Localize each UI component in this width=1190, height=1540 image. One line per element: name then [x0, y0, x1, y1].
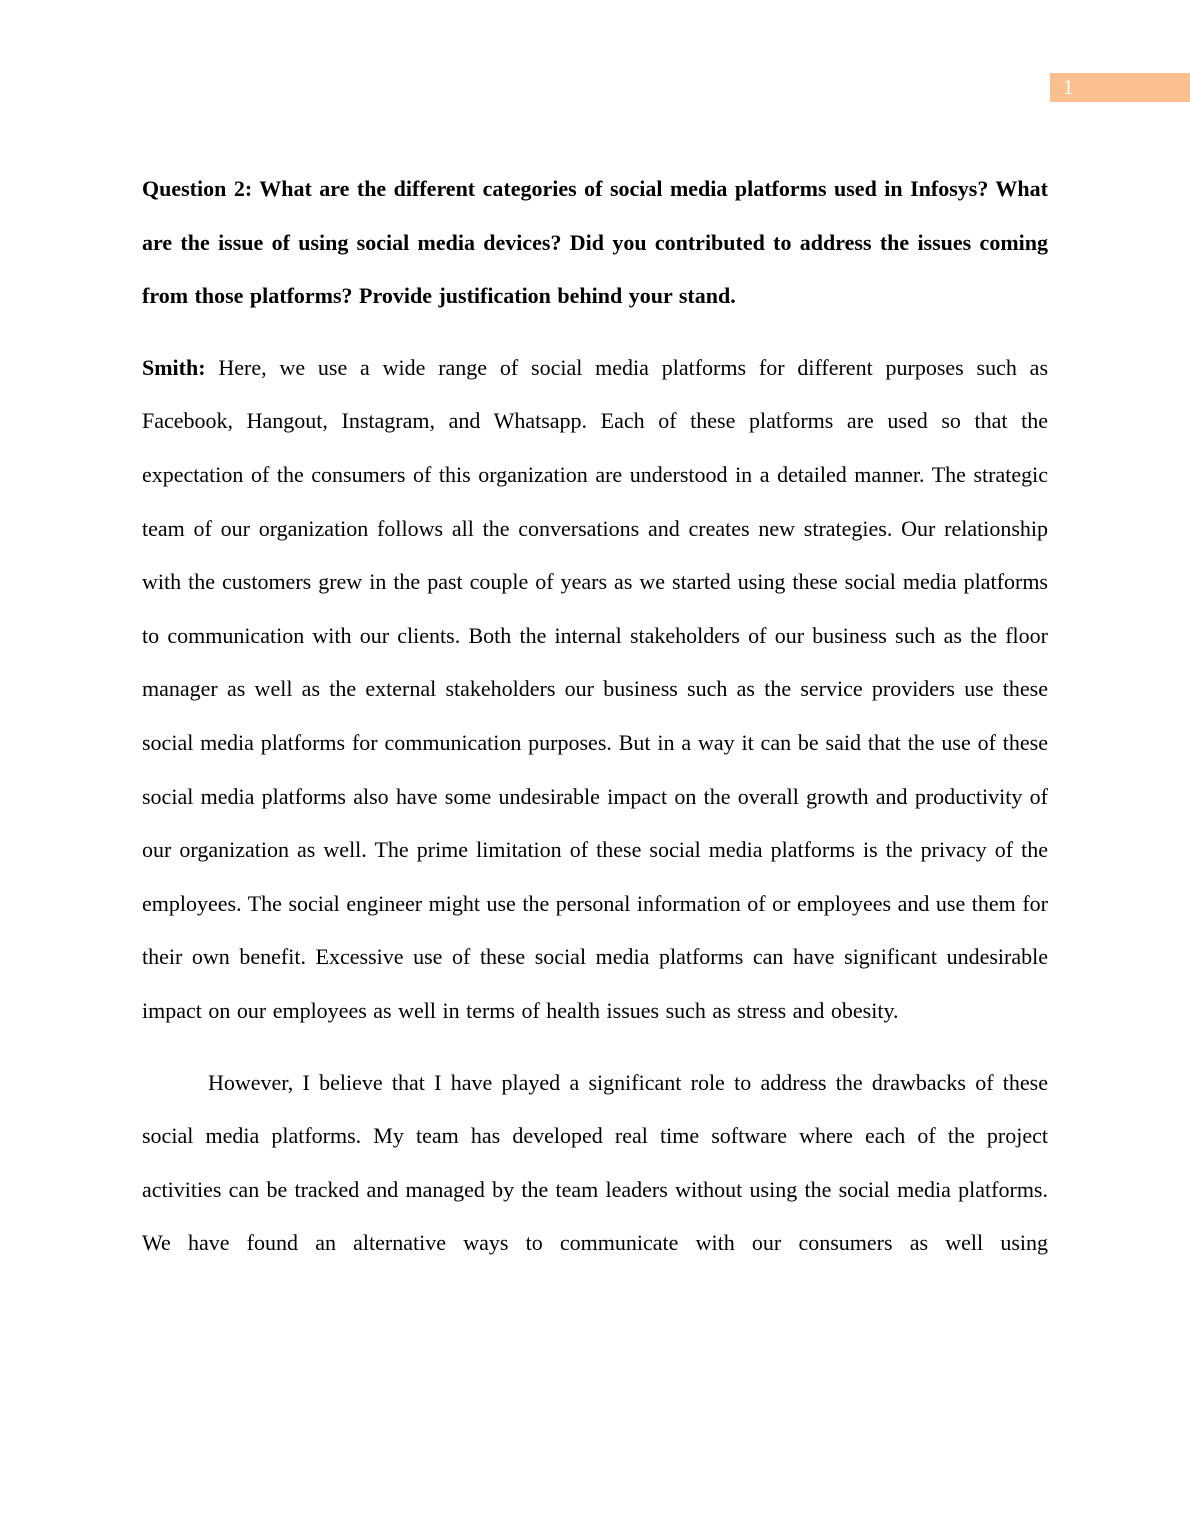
answer-paragraph-2: However, I believe that I have played a significant role to address the drawbacks of these social media platforms. My team has developed real time software where each of the project activities can be tracked and managed by the team leaders without using the social media platforms. We have found an alternative ways to communicate with our consumers as well using [142, 1069, 1048, 1256]
document-content [142, 162, 1048, 1288]
question-heading: Question 2: What are the different categories of social media platforms used in Infosys? What are the issue of using social media devices? Did you contributed to address the issues coming from those platforms? Provide justification behind your stand. [142, 176, 1048, 309]
page-number: 1 [1063, 75, 1074, 99]
page-number-badge [1050, 73, 1190, 102]
speaker-name: Smith: [142, 354, 206, 380]
answer-paragraph-1-text: Here, we use a wide range of social media platforms for different purposes such as Facebook, Hangout, Instagram, and Whatsapp. Each of these platforms are used so that the expectation of the consumers of this organization are understood in a detailed manner. The strategic team of our organization follows all the conversations and creates new strategies. Our relationship with the customers grew in the past couple of years as we started using these social media platforms to communication with our clients. Both the internal stakeholders of our business such as the floor manager as well as the external stakeholders our business such as the service providers use these social media platforms for communication purposes. But in a way it can be said that the use of these social media platforms also have some undesirable impact on the overall growth and productivity of our organization as well. The prime limitation of these social media platforms is the privacy of the employees. The social engineer might use the personal information of or employees and use them for their own benefit. Excessive use of these social media platforms can have significant undesirable impact on our employees as well in terms of health issues such as stress and obesity. [142, 354, 1048, 1023]
answer-paragraph-1 [142, 341, 1048, 1038]
